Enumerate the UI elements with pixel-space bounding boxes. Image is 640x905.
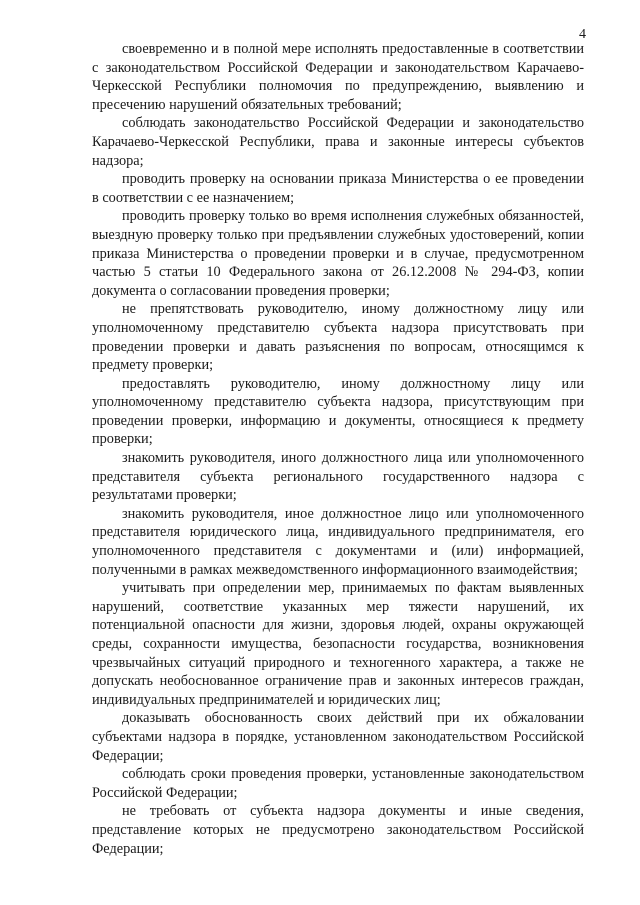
document-body [92, 40, 584, 858]
paragraph: знакомить руководителя, иного должностного лица или уполномоченного представителя субъекта регионального государственного надзора с результатами проверки; [92, 450, 584, 504]
paragraph: проводить проверку только во время исполнения служебных обязанностей, выездную проверку только при предъявлении служебных удостоверений, копии приказа Министерства о проведении проверки и в случае, предусмотренном частью 5 статьи 10 Федерального закона от 26.12.2008 № 294-ФЗ, копии документа о согласовании проведения проверки; [92, 208, 584, 299]
paragraph: соблюдать сроки проведения проверки, установленные законодательством Российской Федерации; [92, 766, 584, 801]
paragraph: доказывать обоснованность своих действий при их обжаловании субъектами надзора в порядке, установленном законодательством Российской Федерации; [92, 710, 584, 764]
paragraph: учитывать при определении мер, принимаемых по фактам выявленных нарушений, соответствие указанных мер тяжести нарушений, их потенциальной опасности для жизни, здоровья людей, охраны окружающей среды, сохранности имущества, безопасности государства, возникновения чрезвычайных ситуаций природного и техногенного характера, а также не допускать необоснованное ограничение прав и законных интересов граждан, индивидуальных предпринимателей и юридических лиц; [92, 580, 584, 708]
paragraph: предоставлять руководителю, иному должностному лицу или уполномоченному представителю субъекта надзора, присутствующим при проведении проверки, информацию и документы, относящиеся к предмету проверки; [92, 375, 584, 448]
paragraph: соблюдать законодательство Российской Федерации и законодательство Карачаево-Черкесской Республики, права и законные интересы субъектов надзора; [92, 115, 584, 169]
page-number: 4 [579, 27, 586, 42]
paragraph: проводить проверку на основании приказа Министерства о ее проведении в соответствии с ее назначением; [92, 171, 584, 206]
paragraph: не препятствовать руководителю, иному должностному лицу или уполномоченному представителю субъекта надзора присутствовать при проведении проверки и давать разъяснения по вопросам, относящимся к предмету проверки; [92, 301, 584, 374]
paragraph: своевременно и в полной мере исполнять предоставленные в соответствии с законодательством Российской Федерации и законодательством Карачаево-Черкесской Республики полномочия по предупреждению, выявлению и пресечению нарушений обязательных требований; [92, 41, 584, 113]
paragraph: не требовать от субъекта надзора документы и иные сведения, представление которых не предусмотрено законодательством Российской Федерации; [92, 803, 584, 857]
paragraph: знакомить руководителя, иное должностное лицо или уполномоченного представителя юридического лица, индивидуального предпринимателя, его уполномоченного представителя с документами и (или) информацией, полученными в рамках межведомственного информационного взаимодействия; [92, 505, 584, 578]
